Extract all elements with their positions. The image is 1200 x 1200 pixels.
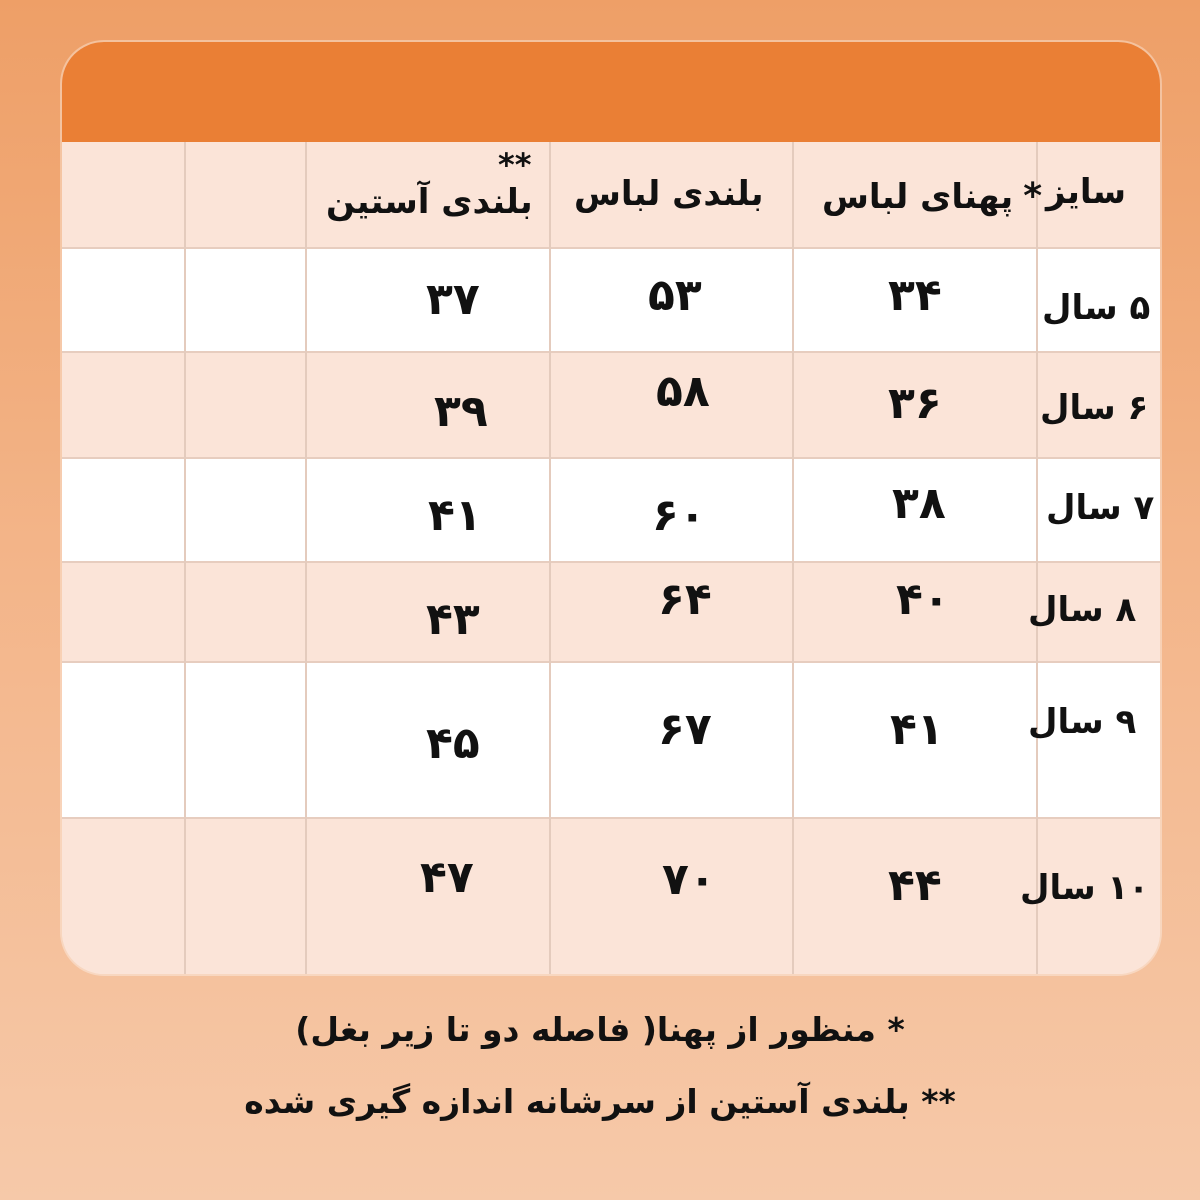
width-cell: ۳۸: [892, 478, 946, 529]
length-cell: ۵۳: [648, 270, 702, 321]
grid-line: [305, 142, 307, 974]
header-width: *پهنای لباس: [822, 176, 1043, 217]
sleeve-cell: ۴۵: [426, 718, 480, 769]
grid-line: [62, 561, 1160, 563]
header-size: سایز: [1046, 172, 1127, 212]
table-row: [62, 662, 1160, 818]
table-row: [62, 562, 1160, 662]
table-row: [62, 458, 1160, 562]
footnote-sleeve: ** بلندی آستین از سرشانه اندازه گیری شده: [244, 1082, 956, 1121]
grid-line: [549, 142, 551, 974]
width-cell: ۴۴: [888, 860, 942, 911]
grid-line: [62, 351, 1160, 353]
sleeve-cell: ۴۷: [420, 852, 474, 903]
size-cell: ۸ سال: [1028, 590, 1137, 630]
size-cell: ۷ سال: [1046, 488, 1155, 528]
sleeve-cell: ۴۱: [428, 490, 482, 541]
sleeve-cell: ۳۷: [426, 274, 480, 325]
length-cell: ۵۸: [656, 366, 710, 417]
grid-line: [62, 817, 1160, 819]
length-cell: ۷۰: [662, 854, 716, 905]
table-row: [62, 818, 1160, 974]
grid-line: [62, 457, 1160, 459]
grid-line: [62, 247, 1160, 249]
sleeve-cell: ۴۳: [426, 594, 480, 645]
length-cell: ۶۴: [658, 574, 712, 625]
header-bar: [62, 42, 1160, 142]
header-sleeve: بلندی آستین: [326, 182, 533, 222]
width-cell: ۳۴: [888, 270, 942, 321]
width-cell: ۴۱: [890, 704, 944, 755]
grid-line: [792, 142, 794, 974]
grid-line: [62, 661, 1160, 663]
size-cell: ۵ سال: [1042, 288, 1151, 328]
sleeve-cell: ۳۹: [434, 386, 488, 437]
length-cell: ۶۰: [652, 490, 706, 541]
width-cell: ۳۶: [888, 378, 942, 429]
table-row: [62, 352, 1160, 458]
size-cell: ۱۰ سال: [1020, 868, 1150, 908]
footnote-width: * منظور از پهنا( فاصله دو تا زیر بغل): [295, 1010, 905, 1049]
table-row: [62, 248, 1160, 352]
grid-line: [184, 142, 186, 974]
length-cell: ۶۷: [658, 704, 712, 755]
sleeve-double-asterisk: **: [498, 146, 532, 184]
width-asterisk: *: [1023, 176, 1043, 217]
size-cell: ۶ سال: [1040, 388, 1149, 428]
size-chart-card: [62, 42, 1160, 974]
grid-line: [1036, 142, 1038, 974]
size-cell: ۹ سال: [1028, 702, 1137, 742]
header-length: بلندی لباس: [574, 174, 764, 214]
width-cell: ۴۰: [896, 574, 950, 625]
